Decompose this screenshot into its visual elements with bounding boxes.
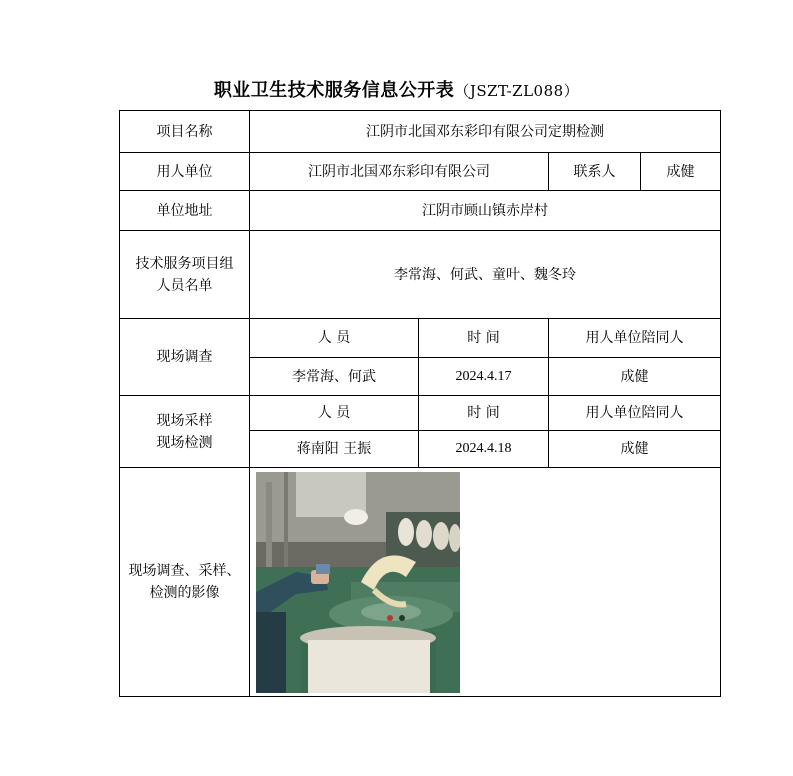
address-value: 江阴市顾山镇赤岸村 <box>250 191 721 231</box>
team-label-line2: 人员名单 <box>156 277 213 294</box>
address-label: 单位地址 <box>120 191 250 231</box>
survey-col-escort: 用人单位陪同人 <box>549 319 721 358</box>
sampling-personnel: 蒋南阳 王振 <box>250 431 419 468</box>
page-title <box>0 76 793 102</box>
row-sampling-header <box>120 396 721 431</box>
sampling-col-time: 时 间 <box>419 396 549 431</box>
employer-label: 用人单位 <box>120 153 250 191</box>
survey-label: 现场调查 <box>120 319 250 396</box>
team-value: 李常海、何武、童叶、魏冬玲 <box>250 231 721 319</box>
project-name-label: 项目名称 <box>120 111 250 153</box>
employer-value: 江阴市北国邓东彩印有限公司 <box>250 153 549 191</box>
survey-escort: 成健 <box>549 358 721 396</box>
info-table <box>119 110 721 697</box>
sampling-col-personnel: 人 员 <box>250 396 419 431</box>
sampling-col-escort: 用人单位陪同人 <box>549 396 721 431</box>
contact-value: 成健 <box>641 153 721 191</box>
images-label-line1: 现场调查、采样、 <box>128 563 241 579</box>
survey-col-personnel: 人 员 <box>250 319 419 358</box>
survey-date: 2024.4.17 <box>419 358 549 396</box>
contact-label: 联系人 <box>549 153 641 191</box>
sampling-label <box>120 396 250 468</box>
team-label-line1: 技术服务项目组 <box>135 255 234 272</box>
sampling-label-line1: 现场采样 <box>156 412 213 429</box>
images-label <box>120 468 250 697</box>
site-photo <box>256 472 460 693</box>
sampling-date: 2024.4.18 <box>419 431 549 468</box>
team-label <box>120 231 250 319</box>
row-project <box>120 111 721 153</box>
row-team <box>120 231 721 319</box>
sampling-label-line2: 现场检测 <box>156 434 213 451</box>
survey-col-time: 时 间 <box>419 319 549 358</box>
survey-personnel: 李常海、何武 <box>250 358 419 396</box>
row-address <box>120 191 721 231</box>
row-survey-header <box>120 319 721 358</box>
form-code: （JSZT-ZL088） <box>454 82 580 100</box>
row-employer <box>120 153 721 191</box>
project-name-value: 江阴市北国邓东彩印有限公司定期检测 <box>250 111 721 153</box>
title-text: 职业卫生技术服务信息公开表 <box>213 80 455 101</box>
images-cell <box>250 468 721 697</box>
images-label-line2: 检测的影像 <box>149 585 220 601</box>
row-images <box>120 468 721 697</box>
sampling-escort: 成健 <box>549 431 721 468</box>
